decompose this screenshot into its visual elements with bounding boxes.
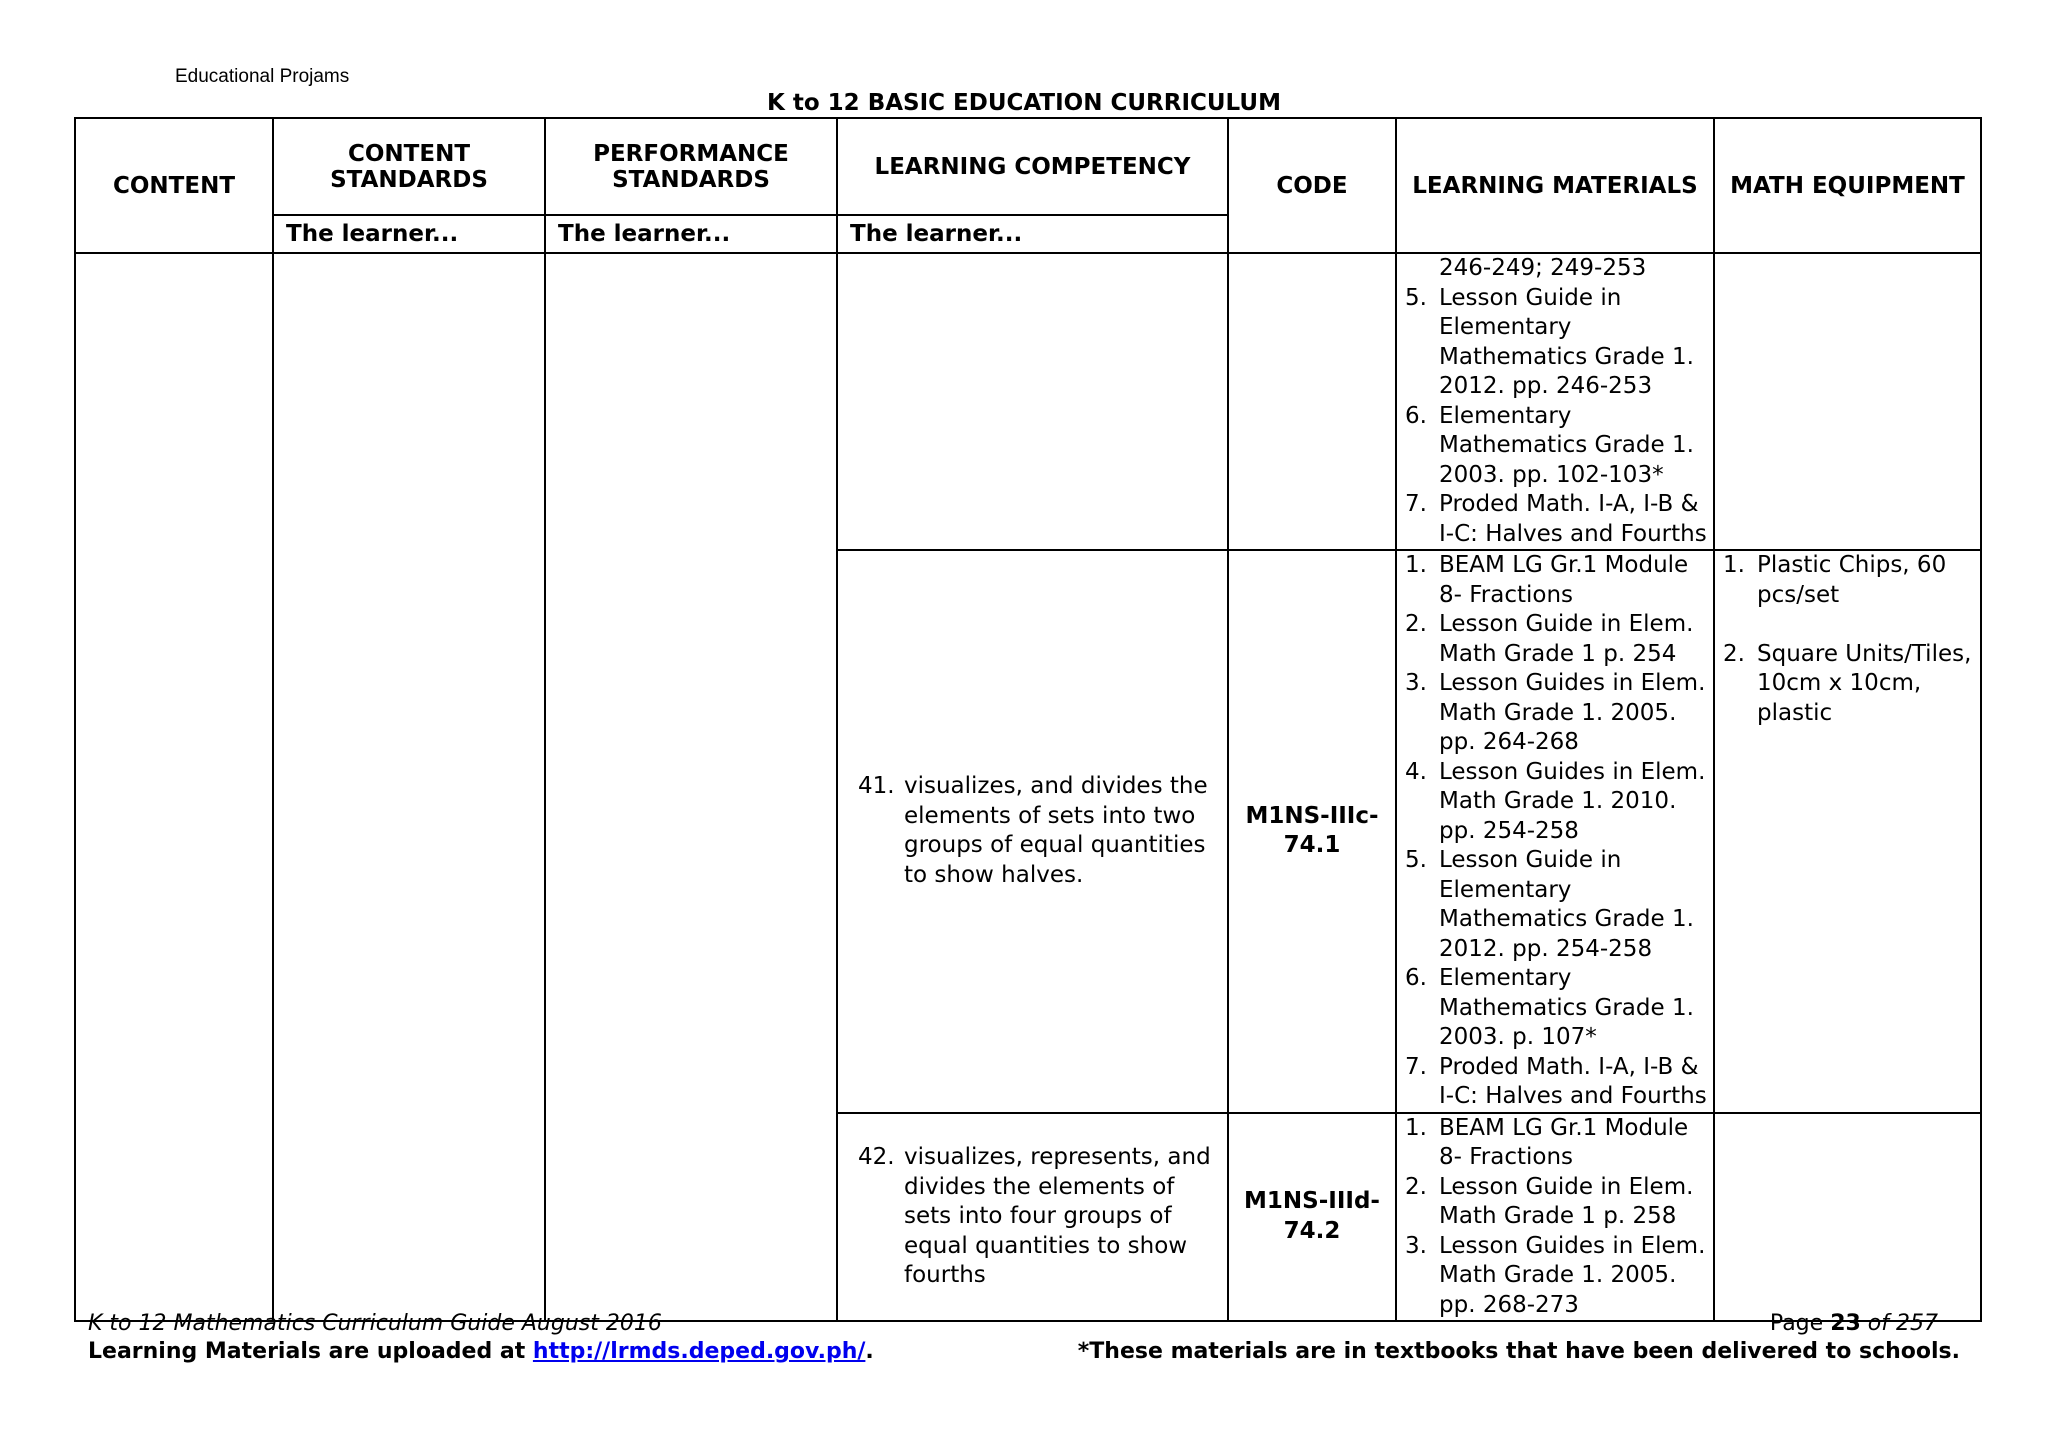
list-item: 3. Lesson Guides in Elem. Math Grade 1. 2005. pp. 264-268 bbox=[1405, 670, 1706, 755]
materials-list bbox=[1397, 551, 1713, 1112]
header-learning-competency: LEARNING COMPETENCY bbox=[837, 118, 1228, 215]
list-item: 3. Lesson Guides in Elem. Math Grade 1. 2005. pp. 268-273 bbox=[1405, 1232, 1706, 1318]
document-title: K to 12 BASIC EDUCATION CURRICULUM bbox=[767, 90, 1281, 116]
list-item: 2. Lesson Guide in Elem. Math Grade 1 p. 254 bbox=[1405, 611, 1694, 667]
competency-text: visualizes, represents, and divides the elements of sets into four groups of equal quantities to show fourths bbox=[904, 1144, 1211, 1288]
footer-upload-note: Learning Materials are uploaded at http://lrmds.deped.gov.ph/. bbox=[88, 1339, 874, 1364]
competency-cell bbox=[837, 550, 1228, 1113]
footer-right bbox=[1060, 1310, 1960, 1366]
performance-standards-cell bbox=[545, 253, 837, 1321]
learner-label-learning-competency: The learner... bbox=[837, 215, 1228, 253]
equipment-cell bbox=[1714, 1113, 1981, 1322]
header-math-equipment: MATH EQUIPMENT bbox=[1714, 118, 1981, 253]
footer-guide-title: K to 12 Mathematics Curriculum Guide August 2016 bbox=[88, 1311, 662, 1336]
materials-cell bbox=[1396, 550, 1714, 1113]
lrmds-link[interactable]: http://lrmds.deped.gov.ph/ bbox=[532, 1339, 866, 1364]
learner-label-performance-standards: The learner... bbox=[545, 215, 837, 253]
list-item: 5. Lesson Guide in Elementary Mathematics Grade 1. 2012. pp. 246-253 bbox=[1405, 284, 1694, 399]
equipment-cell bbox=[1714, 253, 1981, 550]
learner-label-content-standards: The learner... bbox=[273, 215, 545, 253]
materials-cell bbox=[1396, 253, 1714, 550]
header-content-standards: CONTENT STANDARDS bbox=[273, 118, 545, 215]
materials-list bbox=[1397, 284, 1713, 550]
list-item: 4. Lesson Guides in Elem. Math Grade 1. 2010. pp. 254-258 bbox=[1405, 758, 1706, 844]
list-item: 1. BEAM LG Gr.1 Module 8- Fractions bbox=[1405, 552, 1689, 608]
materials-cell bbox=[1396, 1113, 1714, 1322]
header-learning-materials: LEARNING MATERIALS bbox=[1396, 118, 1714, 253]
curriculum-table bbox=[74, 117, 1982, 1322]
list-item: 1. BEAM LG Gr.1 Module 8- Fractions bbox=[1405, 1114, 1689, 1170]
code-cell bbox=[1228, 550, 1396, 1113]
list-item: 1. Plastic Chips, 60 pcs/set bbox=[1723, 552, 1947, 608]
list-item: 6. Elementary Mathematics Grade 1. 2003. p. 107* bbox=[1405, 965, 1694, 1050]
competency-code: M1NS-IIId-74.2 bbox=[1244, 1188, 1380, 1244]
competency-cell bbox=[837, 253, 1228, 550]
list-item: 2. Lesson Guide in Elem. Math Grade 1 p. 258 bbox=[1405, 1173, 1694, 1229]
footer-left bbox=[88, 1310, 874, 1366]
list-item: 5. Lesson Guide in Elementary Mathematics Grade 1. 2012. pp. 254-258 bbox=[1405, 847, 1694, 962]
code-cell bbox=[1228, 1113, 1396, 1322]
list-item: 2. Square Units/Tiles, 10cm x 10cm, plastic bbox=[1723, 640, 1972, 726]
header-content: CONTENT bbox=[75, 118, 273, 253]
footer-textbook-note: *These materials are in textbooks that have been delivered to schools. bbox=[1077, 1339, 1960, 1364]
code-cell bbox=[1228, 253, 1396, 550]
competency-number: 41. bbox=[858, 773, 895, 800]
competency-cell bbox=[837, 1113, 1228, 1322]
competency-text: visualizes, and divides the elements of sets into two groups of equal quantities to show halves. bbox=[904, 773, 1208, 888]
equipment-cell bbox=[1714, 550, 1981, 1113]
table-row bbox=[75, 253, 1981, 550]
competency-number: 42. bbox=[858, 1144, 895, 1170]
header-code: CODE bbox=[1228, 118, 1396, 253]
list-item: 7. Proded Math. I-A, I-B & I-C: Halves and Fourths bbox=[1405, 1053, 1707, 1109]
header-performance-standards: PERFORMANCE STANDARDS bbox=[545, 118, 837, 215]
list-item: 6. Elementary Mathematics Grade 1. 2003. pp. 102-103* bbox=[1405, 402, 1694, 488]
list-item: 7. Proded Math. I-A, I-B & I-C: Halves and Fourths bbox=[1405, 491, 1707, 547]
content-standards-cell bbox=[273, 253, 545, 1321]
list-spacer bbox=[1715, 610, 1980, 640]
page-number: Page 23 of 257 bbox=[1769, 1311, 1938, 1336]
materials-list bbox=[1397, 1114, 1713, 1321]
equipment-list bbox=[1715, 551, 1980, 728]
header-note: Educational Projams bbox=[175, 66, 350, 87]
materials-continuation: 246-249; 249-253 bbox=[1439, 255, 1647, 281]
competency-code: M1NS-IIIc-74.1 bbox=[1245, 802, 1379, 859]
content-cell bbox=[75, 253, 273, 1321]
